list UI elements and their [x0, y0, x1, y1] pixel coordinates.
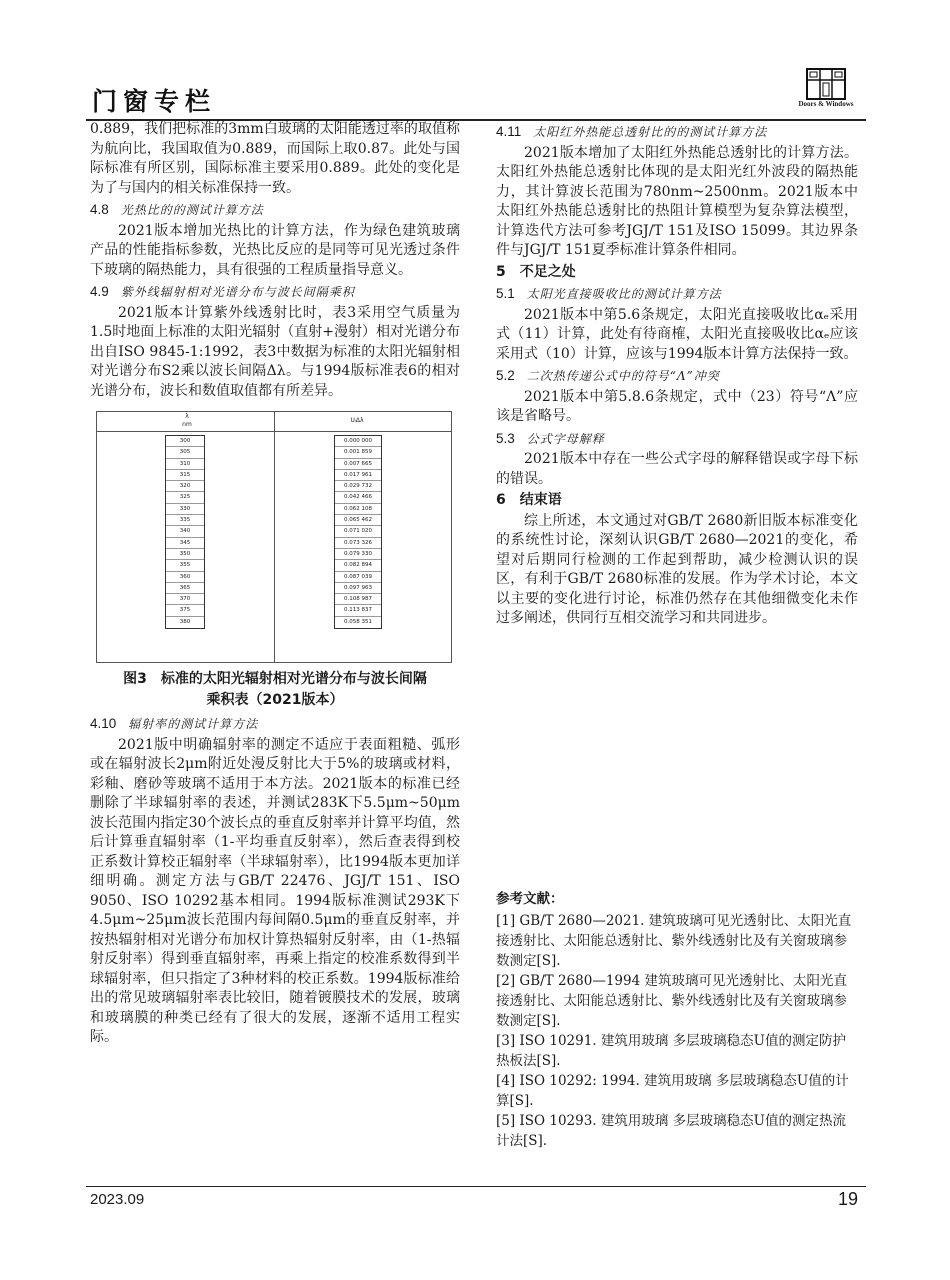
section-title: 辐射率的测试计算方法	[128, 717, 259, 731]
caption-line-1: 图3 标准的太阳光辐射相对光谱分布与波长间隔	[123, 671, 427, 687]
table-cell-wavelength: 365	[166, 583, 204, 594]
section-4-10-paragraph: 2021版中明确辐射率的测定不适应于表面粗糙、弧形或在辐射波长2μm附近处漫反射比大于5%的玻璃或材料，彩釉、磨砂等玻璃不适用于本方法。2021版本的标准已经删除了半球辐射率的表述，并测试283K下5.5μm~50μm波长范围内指定30个波长点的垂直反射率并计算平均值，然后计算垂直辐射率（1-平均垂直反射率），然后查表得到校正系数计算校正辐射率（半球辐射率），比1994版本更加详细明确。测定方法与GB/T 22476、JGJ/T 151、ISO 9050、ISO 10292基本相同。1994版标准测试293K下4.5μm~25μm波长范围内每间隔0.5μm的垂直反射率，并按热辐射相对光谱分布加权计算热辐射反射率，由（1-热辐射反射率）得到垂直辐射率，再乘上指定的校准系数得到半球辐射率，但只指定了3种材料的校正系数。1994版标准给出的常见玻璃辐射率表比较旧，随着镀膜技术的发展，玻璃和玻璃膜的种类已经有了很大的发展，逐渐不适用工程实际。	[90, 736, 460, 1045]
table-cell-value: 0.058 351	[344, 618, 372, 625]
table-col2-header	[327, 413, 387, 425]
table-divider	[274, 412, 275, 662]
column-title: 门窗专栏	[92, 87, 217, 116]
left-column	[90, 120, 460, 1048]
section-5-3-heading	[496, 429, 858, 450]
section-number: 5	[496, 263, 506, 280]
table-cell-value: 0.062 108	[335, 504, 381, 515]
table-cell-value: 0.017 961	[335, 470, 381, 481]
section-number: 6	[496, 492, 506, 508]
table-cell-value: 0.042 466	[335, 492, 381, 503]
table-cell-value: 0.071 020	[335, 526, 381, 537]
section-5-heading	[496, 263, 858, 283]
table-cell-wavelength: 305	[166, 447, 204, 458]
table-cell-value: 0.113 837	[335, 605, 381, 616]
section-5-2-heading	[496, 366, 858, 387]
table-header-rule	[97, 431, 451, 432]
section-number: 5.2	[496, 368, 515, 383]
col2-symbol: UₗΔλ	[350, 417, 364, 424]
table-cell-value: 0.065 462	[335, 515, 381, 526]
section-number: 4.9	[90, 284, 109, 299]
figure-3-table	[96, 411, 452, 663]
issue-date: 2023.09	[90, 1191, 145, 1208]
section-title: 不足之处	[519, 263, 576, 280]
section-6-paragraph: 综上所述，本文通过对GB/T 2680新旧版本标准变化的系统性讨论，深刻认识GB/T 2680—2021的变化，希望对后期同行检测的工作起到帮助，减少检测认识的误区，有利于GB/T 2680标准的发展。作为学术讨论，本文以主要的变化进行讨论，标准仍然存在其他细微变化未作过多阐述，供同行互相交流学习和共同进步。	[496, 512, 858, 626]
table-cell-wavelength: 350	[166, 549, 204, 560]
col1-symbol: λ	[185, 413, 189, 420]
table-cell-wavelength: 310	[166, 459, 204, 470]
table-cell-wavelength: 360	[166, 572, 204, 583]
col1-unit: nm	[182, 421, 192, 428]
section-number: 4.10	[90, 716, 117, 731]
table-cell-wavelength: 330	[166, 504, 204, 515]
table-cell-wavelength: 340	[166, 526, 204, 537]
section-title: 结束语	[519, 492, 562, 508]
logo-text: Doors & Windows	[798, 100, 854, 108]
table-cell-wavelength: 380	[179, 618, 191, 625]
footer-rule	[86, 1186, 866, 1187]
section-4-8-paragraph: 2021版本增加光热比的计算方法，作为绿色建筑玻璃产品的性能指标参数，光热比反应的是同等可见光透过条件下玻璃的隔热能力，具有很强的工程质量指导意义。	[90, 222, 460, 278]
caption-line-2: 乘积表（2021版本）	[206, 692, 344, 708]
right-column	[496, 120, 858, 629]
table-cell-value: 0.001 859	[335, 447, 381, 458]
section-5-3-paragraph: 2021版本中存在一些公式字母的解释错误或字母下标的错误。	[496, 451, 858, 487]
references	[496, 889, 858, 1151]
section-title: 公式字母解释	[526, 431, 605, 446]
table-cell-wavelength: 315	[166, 470, 204, 481]
doors-windows-logo	[794, 68, 858, 114]
table-cell-value: 0.029 732	[335, 481, 381, 492]
figure-caption	[90, 669, 460, 711]
table-cell-wavelength: 345	[166, 538, 204, 549]
table-cell-wavelength: 325	[166, 492, 204, 503]
section-number: 4.8	[90, 202, 109, 217]
section-title: 紫外线辐射相对光谱分布与波长间隔乘积	[120, 285, 355, 299]
table-cell-value: 0.108 987	[335, 594, 381, 605]
window-logo-icon	[806, 68, 846, 100]
table-cell-value: 0.079 330	[335, 549, 381, 560]
table-col1-header	[157, 413, 217, 429]
section-4-11-heading	[496, 122, 858, 143]
value-column	[334, 435, 382, 629]
table-cell-wavelength: 300	[166, 436, 204, 447]
table-cell-value: 0.082 894	[335, 560, 381, 571]
section-title: 光热比的的测试计算方法	[120, 203, 264, 217]
table-cell-wavelength: 375	[166, 605, 204, 616]
reference-item: [2] GB/T 2680—1994 建筑玻璃可见光透射比、太阳光直接透射比、太阳能总透射比、紫外线透射比及有关窗玻璃参数测定[S].	[496, 973, 847, 1029]
table-cell-value: 0.097 963	[335, 583, 381, 594]
table-cell-value: 0.000 000	[335, 436, 381, 447]
section-5-2-paragraph: 2021版本中第5.8.6条规定，式中（23）符号“Λ”应该是省略号。	[496, 388, 858, 424]
section-title: 太阳光直接吸收比的测试计算方法	[526, 287, 722, 301]
section-number: 4.11	[496, 124, 522, 139]
section-4-9-paragraph: 2021版本计算紫外线透射比时，表3采用空气质量为1.5时地面上标准的太阳光辐射（直射+漫射）相对光谱分布出自ISO 9845-1:1992，表3中数据为标准的太阳光辐射相对光谱分布S2乘以波长间隔Δλ。与1994版标准表6的相对光谱分布，波长和数值取值都有所差异。	[90, 304, 460, 399]
table-cell-value: 0.073 326	[335, 538, 381, 549]
section-5-1-paragraph: 2021版本中第5.6条规定，太阳光直接吸收比αₑ采用式（11）计算，此处有待商榷，太阳光直接吸收比αₑ应该采用式（10）计算，应该与1994版本计算方法保持一致。	[496, 306, 858, 362]
section-number: 5.1	[496, 286, 515, 301]
intro-paragraph: 0.889，我们把标准的3mm白玻璃的太阳能透过率的取值称为航向比，我国取值为0.889，而国际上取0.87。此处与国际标准有所区别，国际标准主要采用0.889。此处的变化是为了与国内的相关标准保持一致。	[90, 121, 460, 196]
reference-item: [4] ISO 10292: 1994. 建筑用玻璃 多层玻璃稳态U值的计算[S].	[496, 1073, 849, 1109]
table-cell-wavelength: 355	[166, 560, 204, 571]
table-cell-value: 0.007 665	[335, 459, 381, 470]
section-title: 二次热传递公式中的符号“Λ”冲突	[526, 369, 720, 383]
page-number: 19	[837, 1189, 858, 1209]
section-title: 太阳红外热能总透射比的的测试计算方法	[533, 125, 768, 139]
wavelength-column	[165, 435, 205, 629]
reference-item: [5] ISO 10293. 建筑用玻璃 多层玻璃稳态U值的测定热流计法[S].	[496, 1113, 847, 1149]
section-4-11-paragraph: 2021版本增加了太阳红外热能总透射比的计算方法。太阳红外热能总透射比体现的是太阳光红外波段的隔热能力，其计算波长范围为780nm~2500nm。2021版本中太阳红外热能总透射比的热阻计算模型为复杂算法模型，计算迭代方法可参考JGJ/T 151及ISO 15099。其边界条件与JGJ/T 151夏季标准计算条件相同。	[496, 144, 858, 258]
reference-item: [1] GB/T 2680—2021. 建筑玻璃可见光透射比、太阳光直接透射比、太阳能总透射比、紫外线透射比及有关窗玻璃参数测定[S].	[496, 913, 852, 969]
section-4-8-heading	[90, 200, 460, 221]
table-cell-value: 0.087 039	[335, 572, 381, 583]
section-4-10-heading	[90, 714, 460, 735]
table-cell-wavelength: 370	[166, 594, 204, 605]
table-cell-wavelength: 320	[166, 481, 204, 492]
references-title: 参考文献：	[496, 891, 564, 907]
section-4-9-heading	[90, 282, 460, 303]
section-6-heading	[496, 491, 858, 511]
reference-item: [3] ISO 10291. 建筑用玻璃 多层玻璃稳态U值的测定防护热板法[S].	[496, 1033, 847, 1069]
section-number: 5.3	[496, 430, 515, 446]
section-5-1-heading	[496, 284, 858, 305]
table-cell-wavelength: 335	[166, 515, 204, 526]
